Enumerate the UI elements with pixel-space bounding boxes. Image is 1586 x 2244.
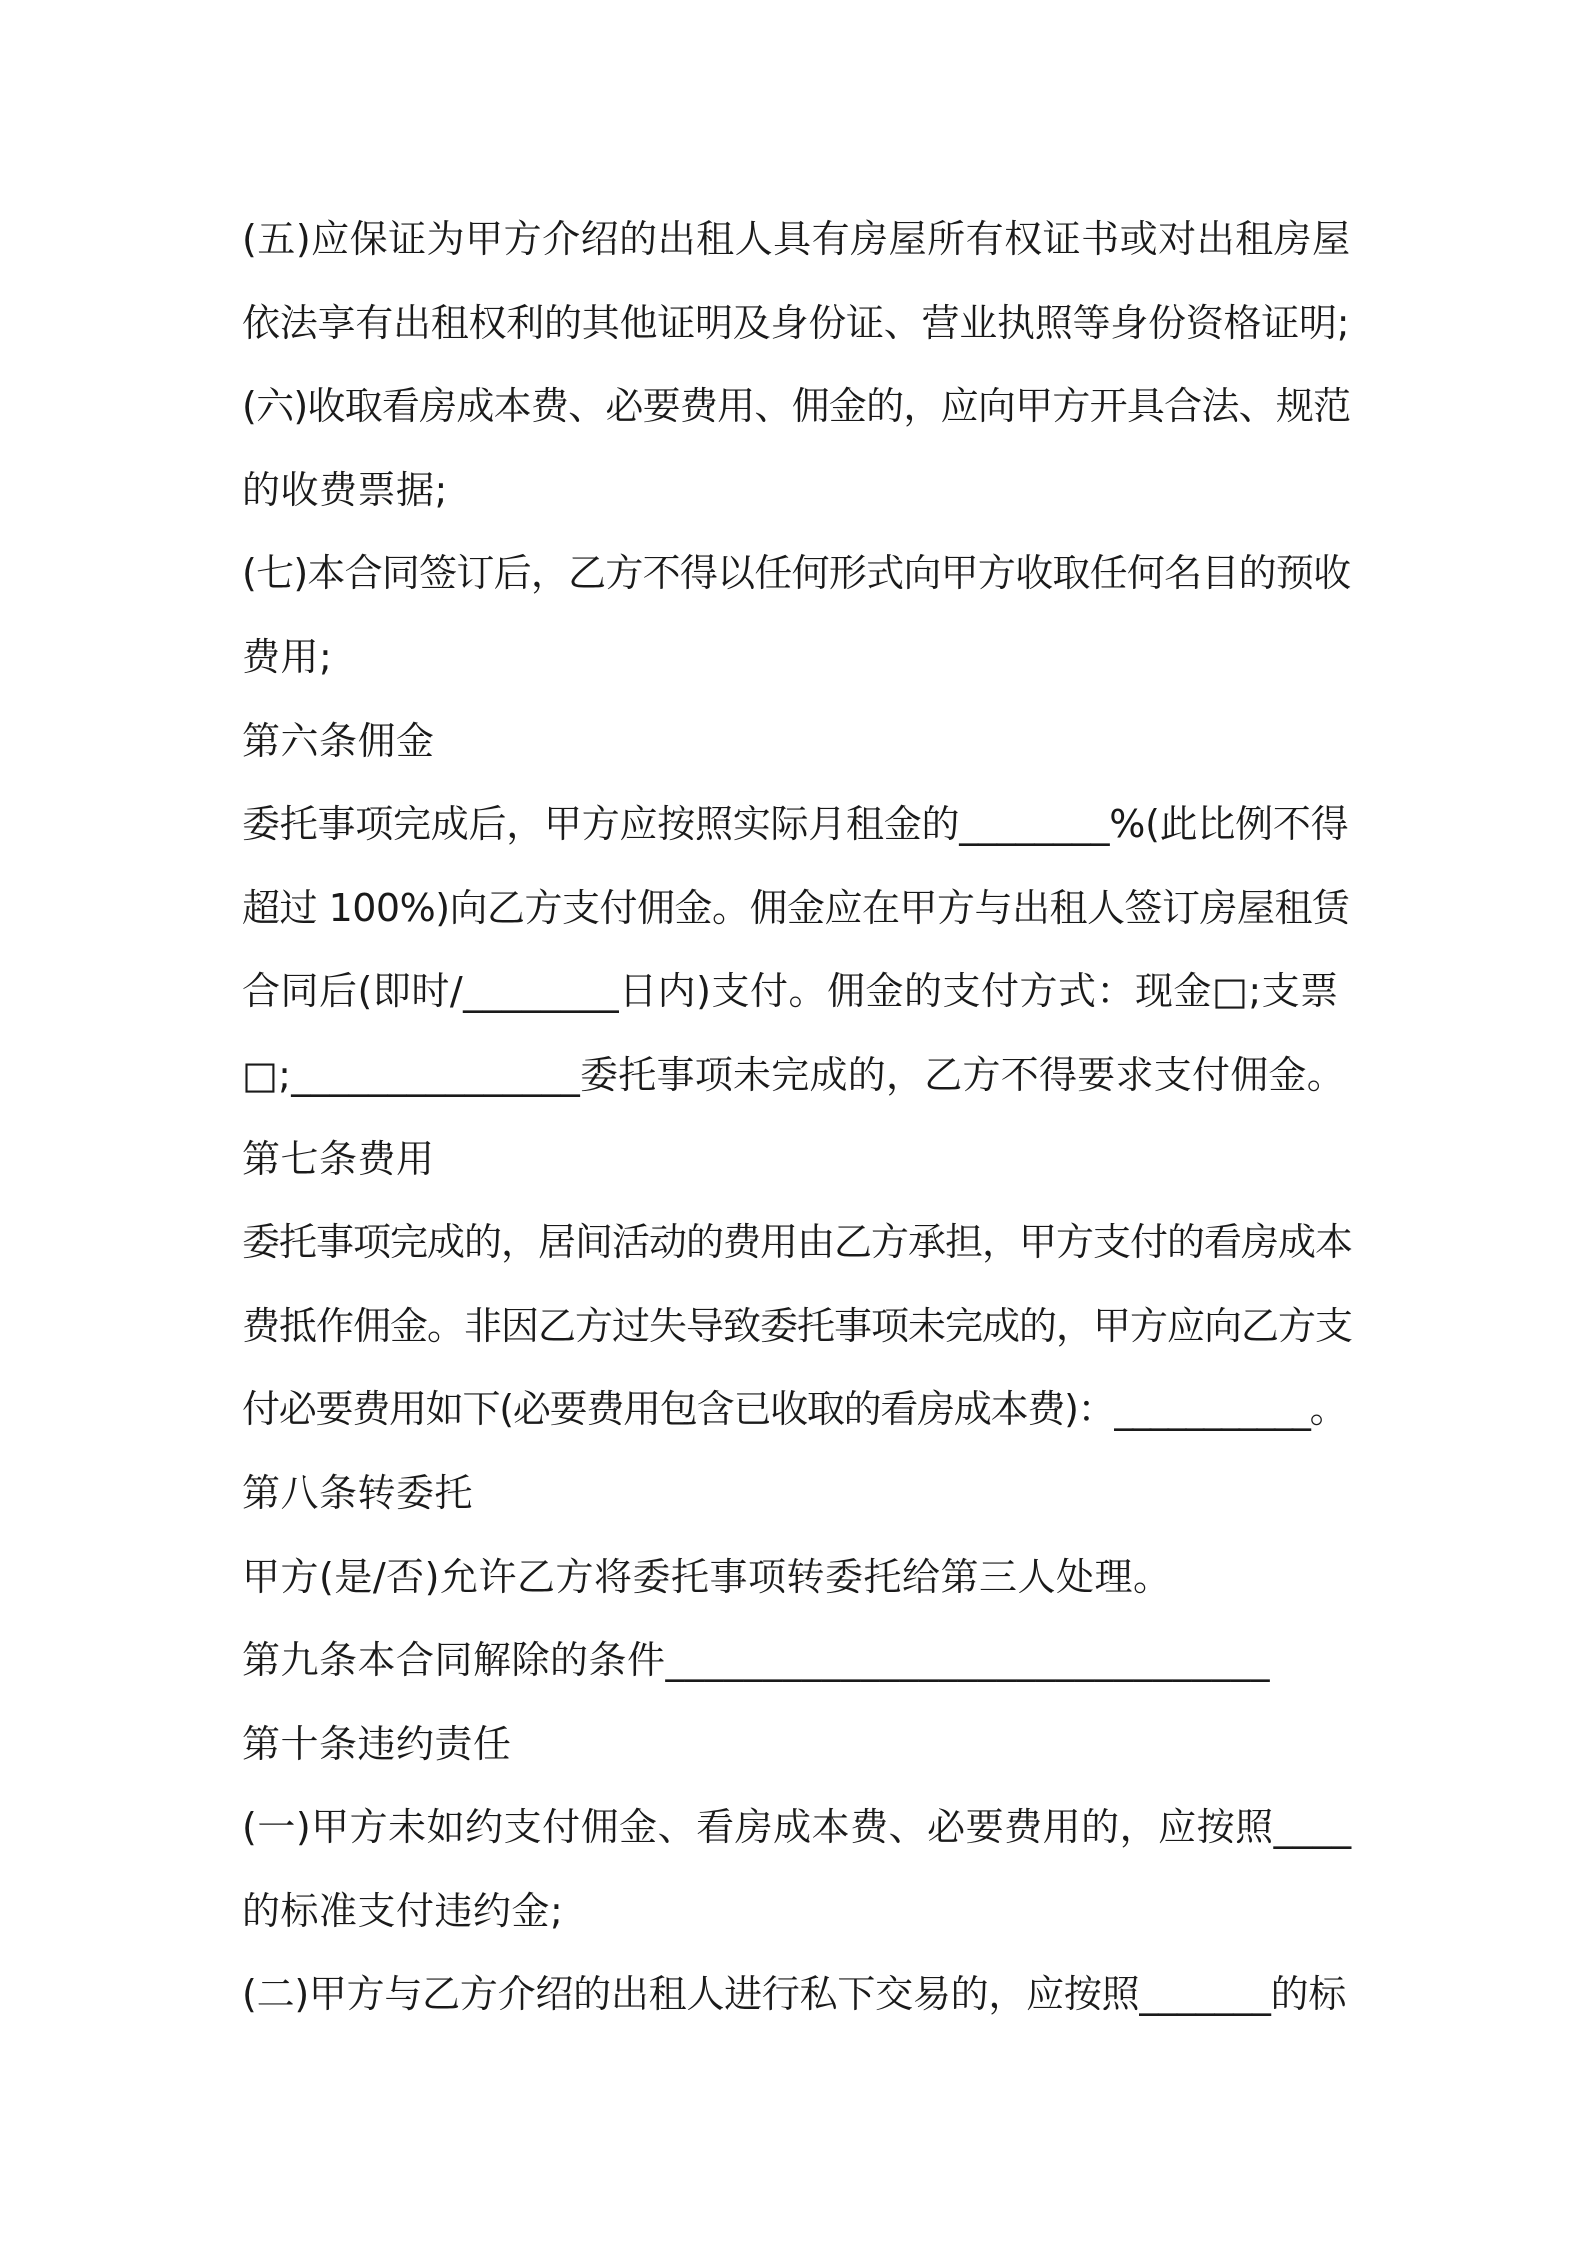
article-7-line-1: 委托事项完成的，居间活动的费用由乙方承担，甲方支付的看房成本 — [242, 1220, 1353, 1265]
clause-5-line-2: 依法享有出租权利的其他证明及身份证、营业执照等身份资格证明; — [242, 300, 1350, 345]
clause-5-line-1: (五)应保证为甲方介绍的出租人具有房屋所有权证书或对出租房屋 — [242, 217, 1351, 261]
article-6-line-1: 委托事项完成后，甲方应按照实际月租金的________%(此比例不得 — [242, 802, 1349, 847]
article-10-heading: 第十条违约责任 — [242, 1721, 512, 1766]
article-8-heading: 第八条转委托 — [242, 1470, 474, 1515]
article-9-heading: 第九条本合同解除的条件_______________________________ — [242, 1638, 1271, 1683]
article-6-line-4: □;_______________委托事项未完成的，乙方不得要求支付佣金。 — [242, 1052, 1345, 1097]
article-7-heading: 第七条费用 — [242, 1136, 435, 1181]
clause-7-line-1: (七)本合同签订后，乙方不得以任何形式向甲方收取任何名目的预收 — [242, 551, 1351, 596]
article-10-clause-1-line-1: (一)甲方未如约支付佣金、看房成本费、必要费用的，应按照____ — [242, 1805, 1352, 1850]
clause-6-line-2: 的收费票据; — [242, 467, 448, 512]
article-6-heading: 第六条佣金 — [242, 718, 435, 763]
article-6-line-2: 超过 100%)向乙方支付佣金。佣金应在甲方与出租人签订房屋租赁 — [242, 885, 1350, 930]
clause-6-line-1: (六)收取看房成本费、必要费用、佣金的，应向甲方开具合法、规范 — [242, 384, 1351, 429]
article-6-line-3: 合同后(即时/________日内)支付。佣金的支付方式：现金□;支票 — [242, 969, 1339, 1014]
document-body — [242, 198, 1352, 2037]
article-7-line-3: 付必要费用如下(必要费用包含已收取的看房成本费)：___________。 — [242, 1387, 1347, 1432]
article-10-clause-1-line-2: 的标准支付违约金; — [242, 1888, 564, 1933]
article-10-clause-2-line-1: (二)甲方与乙方介绍的出租人进行私下交易的，应按照_______的标 — [242, 1972, 1347, 2017]
article-8-line-1: 甲方(是/否)允许乙方将委托事项转委托给第三人处理。 — [242, 1554, 1172, 1599]
clause-7-line-2: 费用; — [242, 634, 333, 679]
article-7-line-2: 费抵作佣金。非因乙方过失导致委托事项未完成的，甲方应向乙方支 — [242, 1303, 1353, 1348]
